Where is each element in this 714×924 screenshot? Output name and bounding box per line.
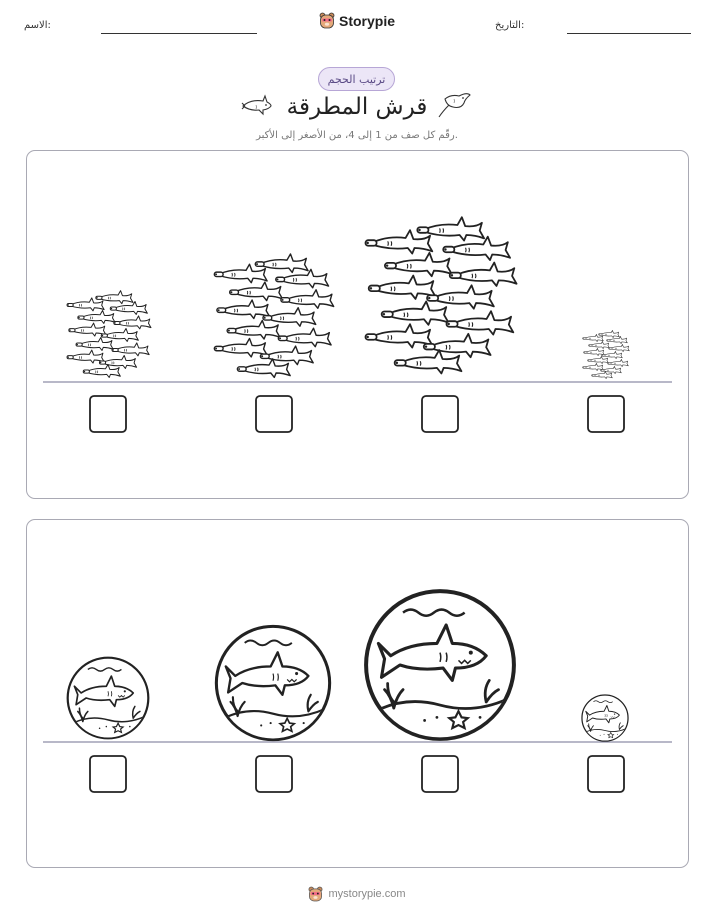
date-label: التاريخ:: [495, 20, 525, 31]
answer-box-row2-2[interactable]: [256, 756, 292, 792]
worksheet-title: قرش المطرقة: [286, 94, 428, 120]
category-pill: ترتيب الحجم: [318, 67, 395, 91]
shark-school-item-3: [365, 217, 516, 373]
bear-face-icon: [308, 886, 323, 902]
shark-circle-item-3: [363, 591, 517, 742]
answer-box-row2-3[interactable]: [422, 756, 458, 792]
answer-box-row1-1[interactable]: [90, 396, 126, 432]
brand-name: Storypie: [338, 12, 395, 29]
shark-school-item-2: [214, 254, 333, 377]
footer-site-link[interactable]: mystorypie.com: [328, 888, 406, 900]
shark-school-item-1: [67, 291, 151, 378]
shark-school-item-4: [583, 330, 630, 378]
answer-box-row1-2[interactable]: [256, 396, 292, 432]
shark-circle-item-2: [214, 626, 332, 742]
footer: [0, 886, 714, 902]
shark-circle-item-4: [581, 695, 629, 742]
answer-box-row2-4[interactable]: [588, 756, 624, 792]
answer-box-row1-3[interactable]: [422, 396, 458, 432]
shark-circle-item-1: [66, 658, 150, 740]
instruction-text: رقّم كل صف من 1 إلى 4، من الأصغر إلى الأكبر.: [256, 130, 458, 141]
answer-box-row2-1[interactable]: [90, 756, 126, 792]
name-label: الاسم:: [24, 20, 51, 31]
answer-box-row1-4[interactable]: [588, 396, 624, 432]
